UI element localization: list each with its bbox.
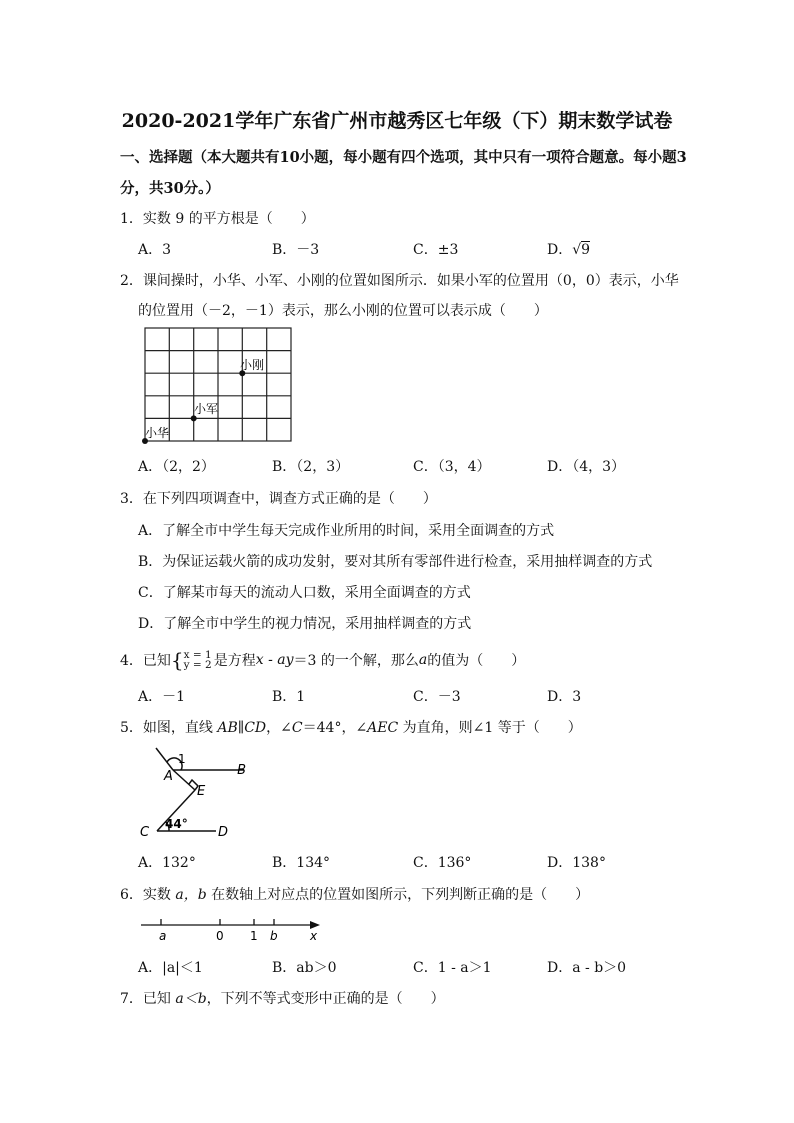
point-xiaojun <box>191 415 197 421</box>
q6-option-a: A．|a|＜1 <box>138 960 203 976</box>
q2-grid-figure <box>140 324 300 448</box>
q5-stem: 5．如图，直线 AB∥CD，∠C＝44°，∠AEC 为直角，则∠1 等于（ ） <box>120 720 582 736</box>
q6-stem: 6．实数 a，b 在数轴上对应点的位置如图所示，下列判断正确的是（ ） <box>120 887 590 903</box>
brace-symbol: { <box>170 648 184 672</box>
q3-option-c: C．了解某市每天的流动人口数，采用全面调查的方式 <box>138 585 471 601</box>
q4-option-d: D．3 <box>547 689 582 705</box>
q4-option-a: A．－1 <box>138 689 186 705</box>
page-title: 2020-2021学年广东省广州市越秀区七年级（下）期末数学试卷 <box>121 110 673 132</box>
label-1: 1 <box>250 929 258 943</box>
q1-stem: 1．实数 9 的平方根是（ ） <box>120 211 315 227</box>
label-angle-1: 1 <box>178 752 186 766</box>
section-heading-line1: 一、选择题（本大题共有10小题，每小题有四个选项，其中只有一项符合题意。每小题3 <box>120 149 687 166</box>
q1-option-d: D．√9 <box>547 242 591 258</box>
label-angle-44: 44° <box>165 817 188 831</box>
q2-option-d: D．（4，3） <box>547 459 626 475</box>
q3-option-d: D．了解全市中学生的视力情况，采用抽样调查的方式 <box>138 616 472 632</box>
equation-system: x = 1 y = 2 <box>183 649 212 671</box>
label-B: B <box>237 763 246 778</box>
label-A: A <box>164 769 173 784</box>
q1-radicand: 9 <box>581 242 591 258</box>
q5-geometry-figure <box>136 744 246 842</box>
label-C: C <box>140 825 150 840</box>
label-b: b <box>270 929 278 943</box>
q2-option-b: B．（2，3） <box>272 459 350 475</box>
q7-stem: 7．已知 a＜b，下列不等式变形中正确的是（ ） <box>120 991 445 1007</box>
q4-stem: 4．已知 { x = 1 y = 2 是方程 x - ay ＝3 的一个解，那么 a 的值为（ ） <box>120 648 526 672</box>
q3-stem: 3．在下列四项调查中，调查方式正确的是（ ） <box>120 491 437 507</box>
label-xiaogang: 小刚 <box>240 358 265 372</box>
label-D: D <box>218 825 229 840</box>
q2-stem-line1: 2．课间操时，小华、小军、小刚的位置如图所示．如果小军的位置用（0，0）表示，小华 <box>120 273 679 289</box>
axis-arrow <box>310 921 320 929</box>
q2-stem-line2: 的位置用（－2，－1）表示，那么小刚的位置可以表示成（ ） <box>138 303 548 319</box>
grid-lines <box>145 328 291 441</box>
q1-option-a: A．3 <box>138 242 172 258</box>
label-xiaojun: 小军 <box>194 402 219 416</box>
q3-option-b: B．为保证运载火箭的成功发射，要对其所有零部件进行检查，采用抽样调查的方式 <box>138 554 653 570</box>
section-heading-line2: 分，共30分。） <box>120 180 220 197</box>
label-0: 0 <box>216 929 224 943</box>
q6-option-b: B．ab＞0 <box>272 960 337 976</box>
q4-option-b: B．1 <box>272 689 306 705</box>
q3-option-a: A．了解全市中学生每天完成作业所用的时间，采用全面调查的方式 <box>138 523 555 539</box>
q5-option-c: C．136° <box>413 855 472 871</box>
q6-option-d: D．a - b＞0 <box>547 960 627 976</box>
label-E: E <box>197 784 206 799</box>
label-a: a <box>159 929 167 943</box>
q5-option-d: D．138° <box>547 855 606 871</box>
q5-option-b: B．134° <box>272 855 331 871</box>
number-line-axis <box>141 919 314 925</box>
q1-option-c: C．±3 <box>413 242 459 258</box>
q1-option-b: B．－3 <box>272 242 320 258</box>
label-x: x <box>310 929 318 943</box>
sqrt-symbol: √ <box>572 242 582 258</box>
label-xiaohua: 小华 <box>145 426 170 440</box>
q5-option-a: A．132° <box>138 855 196 871</box>
q4-option-c: C．－3 <box>413 689 461 705</box>
q2-option-c: C．（3，4） <box>413 459 491 475</box>
q6-option-c: C．1 - a＞1 <box>413 960 492 976</box>
q6-number-line <box>136 913 326 947</box>
q2-option-a: A．（2，2） <box>138 459 215 475</box>
